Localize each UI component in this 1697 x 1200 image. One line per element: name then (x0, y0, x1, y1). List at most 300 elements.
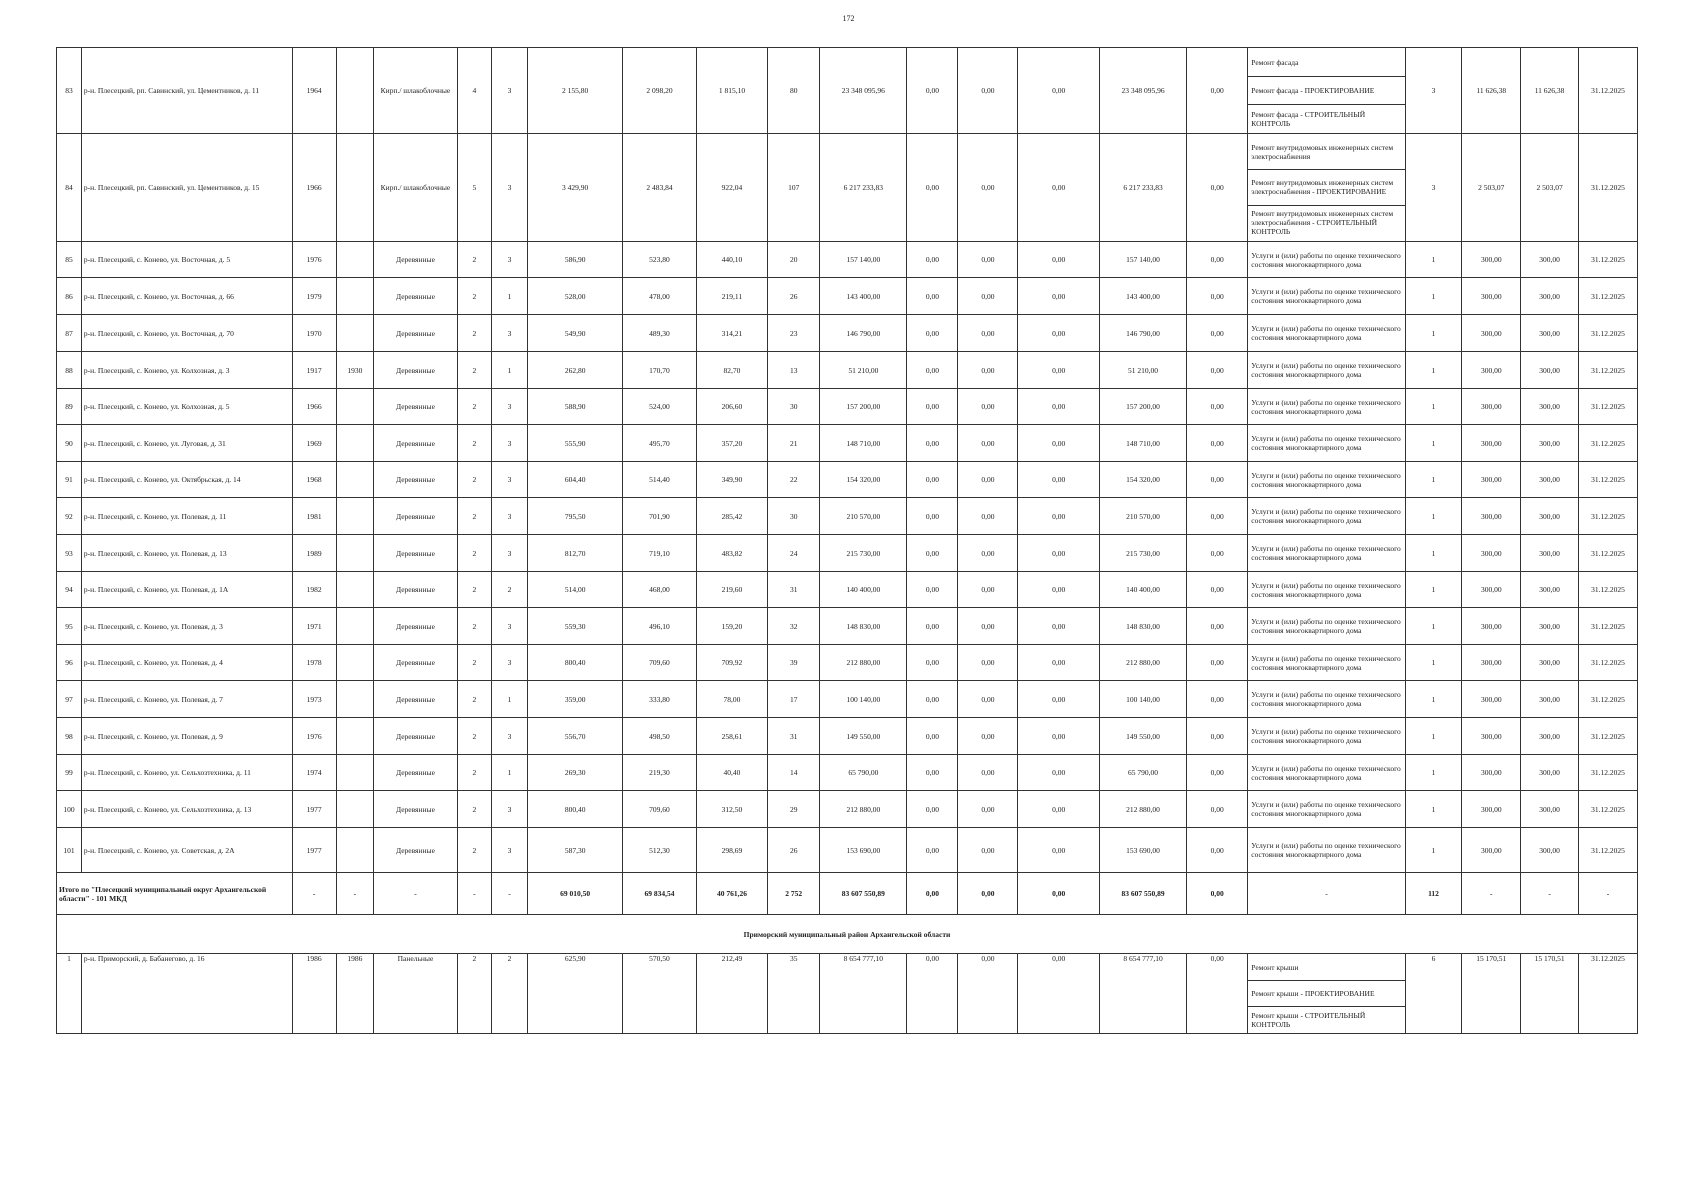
year-reconstruction (336, 134, 373, 242)
fund-other: 0,00 (1187, 425, 1248, 462)
wall-material: Кирп./ шлакоблочные (374, 134, 458, 242)
fund-municipal: 0,00 (1018, 645, 1100, 681)
table-row (57, 828, 1638, 873)
work-types (1248, 462, 1405, 498)
deadline: 31.12.2025 (1578, 134, 1637, 242)
year-reconstruction (336, 278, 373, 315)
total-t: 83 607 550,89 (820, 873, 907, 915)
row-number: 84 (57, 134, 82, 242)
residents: 21 (768, 425, 820, 462)
fund-owners: 215 730,00 (1099, 535, 1186, 572)
year-reconstruction (336, 718, 373, 755)
row-number: 88 (57, 352, 82, 389)
year-reconstruction (336, 608, 373, 645)
row-number: 98 (57, 718, 82, 755)
fund-regional: 0,00 (958, 645, 1018, 681)
fund-regional: 0,00 (958, 242, 1018, 278)
area-total: 549,90 (528, 315, 623, 352)
fund-regional: 0,00 (958, 352, 1018, 389)
fund-municipal: 0,00 (1018, 315, 1100, 352)
cost-per-sqm: 300,00 (1462, 572, 1521, 608)
fund-federal: 0,00 (907, 352, 958, 389)
fund-regional: 0,00 (958, 278, 1018, 315)
work-count: 3 (1405, 48, 1462, 134)
table-row (57, 48, 1638, 134)
work-count: 1 (1405, 718, 1462, 755)
fund-owners: 6 217 233,83 (1099, 134, 1186, 242)
fund-federal: 0,00 (907, 389, 958, 425)
year-built: 1969 (292, 425, 336, 462)
address: р-н. Плесецкий, с. Конево, ул. Полевая, д. 4 (81, 645, 292, 681)
cost-per-sqm: 300,00 (1462, 352, 1521, 389)
fund-municipal: 0,00 (1018, 242, 1100, 278)
entrances: 3 (491, 828, 527, 873)
area-owned: 258,61 (696, 718, 767, 755)
year-reconstruction (336, 755, 373, 791)
row-number: 85 (57, 242, 82, 278)
wall-material: Деревянные (374, 608, 458, 645)
table-row (57, 425, 1638, 462)
fund-owners: 149 550,00 (1099, 718, 1186, 755)
cost-per-sqm: 300,00 (1462, 681, 1521, 718)
entrances: 1 (491, 755, 527, 791)
area-living: 512,30 (623, 828, 697, 873)
fund-regional: 0,00 (958, 608, 1018, 645)
area-living: 333,80 (623, 681, 697, 718)
residents: 14 (768, 755, 820, 791)
area-total: 587,30 (528, 828, 623, 873)
fund-federal: 0,00 (907, 315, 958, 352)
fund-municipal: 0,00 (1018, 791, 1100, 828)
year-built: 1977 (292, 791, 336, 828)
fund-owners: 143 400,00 (1099, 278, 1186, 315)
fund-municipal: 0,00 (1018, 389, 1100, 425)
fund-municipal: 0,00 (1018, 535, 1100, 572)
area-total: 625,90 (528, 954, 623, 1034)
fund-regional: 0,00 (958, 828, 1018, 873)
fund-regional: 0,00 (958, 134, 1018, 242)
table-row (57, 352, 1638, 389)
fund-federal: 0,00 (907, 681, 958, 718)
cost-limit-per-sqm: 15 170,51 (1521, 954, 1579, 1034)
area-owned: 298,69 (696, 828, 767, 873)
year-reconstruction (336, 645, 373, 681)
fund-other: 0,00 (1187, 954, 1248, 1034)
area-living: 498,50 (623, 718, 697, 755)
cost-per-sqm: 300,00 (1462, 315, 1521, 352)
cost-limit-per-sqm: 300,00 (1521, 315, 1579, 352)
row-number: 94 (57, 572, 82, 608)
address: р-н. Плесецкий, с. Конево, ул. Полевая, д. 9 (81, 718, 292, 755)
area-living: 701,90 (623, 498, 697, 535)
wall-material: Кирп./ шлакоблочные (374, 48, 458, 134)
cost-total: 149 550,00 (820, 718, 907, 755)
fund-owners: 100 140,00 (1099, 681, 1186, 718)
entrances: 3 (491, 498, 527, 535)
year-built: 1978 (292, 645, 336, 681)
cost-total: 212 880,00 (820, 791, 907, 828)
table-row (57, 755, 1638, 791)
fund-other: 0,00 (1187, 462, 1248, 498)
year-built: 1973 (292, 681, 336, 718)
year-reconstruction (336, 425, 373, 462)
cost-per-sqm: 11 626,38 (1462, 48, 1521, 134)
fund-municipal: 0,00 (1018, 134, 1100, 242)
wall-material: Деревянные (374, 755, 458, 791)
fund-owners: 212 880,00 (1099, 645, 1186, 681)
work-count: 1 (1405, 425, 1462, 462)
deadline: 31.12.2025 (1578, 425, 1637, 462)
residents: 80 (768, 48, 820, 134)
wall-material: Деревянные (374, 572, 458, 608)
floors: 2 (457, 755, 491, 791)
year-reconstruction (336, 572, 373, 608)
area-total: 586,90 (528, 242, 623, 278)
work-type-line: Услуги и (или) работы по оценке технического состояния многоквартирного дома (1251, 800, 1401, 818)
wall-material: Деревянные (374, 645, 458, 681)
area-owned: 219,60 (696, 572, 767, 608)
cost-limit-per-sqm: 300,00 (1521, 755, 1579, 791)
total-dash: - (1248, 873, 1405, 915)
year-built: 1970 (292, 315, 336, 352)
residents: 22 (768, 462, 820, 498)
row-number: 83 (57, 48, 82, 134)
cost-limit-per-sqm: 300,00 (1521, 242, 1579, 278)
cost-total: 146 790,00 (820, 315, 907, 352)
work-type-line: Услуги и (или) работы по оценке технического состояния многоквартирного дома (1251, 727, 1401, 745)
deadline: 31.12.2025 (1578, 608, 1637, 645)
cost-limit-per-sqm: 300,00 (1521, 352, 1579, 389)
address: р-н. Плесецкий, рп. Савинский, ул. Цементников, д. 11 (81, 48, 292, 134)
cost-limit-per-sqm: 300,00 (1521, 572, 1579, 608)
fund-regional: 0,00 (958, 535, 1018, 572)
work-count: 1 (1405, 645, 1462, 681)
area-living: 489,30 (623, 315, 697, 352)
area-total: 514,00 (528, 572, 623, 608)
fund-regional: 0,00 (958, 755, 1018, 791)
floors: 2 (457, 608, 491, 645)
cost-total: 154 320,00 (820, 462, 907, 498)
row-number: 96 (57, 645, 82, 681)
work-types (1248, 755, 1405, 791)
fund-federal: 0,00 (907, 718, 958, 755)
floors: 2 (457, 681, 491, 718)
year-built: 1979 (292, 278, 336, 315)
work-count: 1 (1405, 352, 1462, 389)
total-dash: - (1578, 873, 1637, 915)
work-type-line: Ремонт крыши (1248, 955, 1404, 981)
residents: 30 (768, 389, 820, 425)
fund-municipal: 0,00 (1018, 48, 1100, 134)
address: р-н. Плесецкий, с. Конево, ул. Сельхозтехника, д. 11 (81, 755, 292, 791)
work-type-line: Ремонт крыши - ПРОЕКТИРОВАНИЕ (1248, 981, 1404, 1007)
work-count: 1 (1405, 315, 1462, 352)
area-living: 719,10 (623, 535, 697, 572)
fund-owners: 8 654 777,10 (1099, 954, 1186, 1034)
entrances: 1 (491, 278, 527, 315)
cost-limit-per-sqm: 300,00 (1521, 425, 1579, 462)
wall-material: Панельные (374, 954, 458, 1034)
total-a1: 69 010,50 (528, 873, 623, 915)
year-built: 1977 (292, 828, 336, 873)
floors: 2 (457, 791, 491, 828)
fund-federal: 0,00 (907, 134, 958, 242)
residents: 32 (768, 608, 820, 645)
fund-federal: 0,00 (907, 535, 958, 572)
area-living: 495,70 (623, 425, 697, 462)
total-work-count: 112 (1405, 873, 1462, 915)
entrances: 3 (491, 48, 527, 134)
work-count: 1 (1405, 572, 1462, 608)
floors: 2 (457, 954, 491, 1034)
area-total: 795,50 (528, 498, 623, 535)
year-built: 1917 (292, 352, 336, 389)
area-owned: 78,00 (696, 681, 767, 718)
residents: 24 (768, 535, 820, 572)
area-owned: 212,49 (696, 954, 767, 1034)
cost-limit-per-sqm: 300,00 (1521, 681, 1579, 718)
fund-municipal: 0,00 (1018, 755, 1100, 791)
fund-other: 0,00 (1187, 718, 1248, 755)
cost-total: 153 690,00 (820, 828, 907, 873)
cost-limit-per-sqm: 300,00 (1521, 645, 1579, 681)
floors: 2 (457, 462, 491, 498)
table-row (57, 498, 1638, 535)
work-type-line: Услуги и (или) работы по оценке технического состояния многоквартирного дома (1251, 690, 1401, 708)
cost-limit-per-sqm: 300,00 (1521, 389, 1579, 425)
fund-federal: 0,00 (907, 828, 958, 873)
area-total: 555,90 (528, 425, 623, 462)
work-type-line: Услуги и (или) работы по оценке технического состояния многоквартирного дома (1251, 434, 1401, 452)
fund-other: 0,00 (1187, 791, 1248, 828)
fund-regional: 0,00 (958, 718, 1018, 755)
work-count: 1 (1405, 828, 1462, 873)
cost-per-sqm: 300,00 (1462, 718, 1521, 755)
fund-owners: 212 880,00 (1099, 791, 1186, 828)
cost-per-sqm: 300,00 (1462, 498, 1521, 535)
cost-total: 51 210,00 (820, 352, 907, 389)
residents: 26 (768, 278, 820, 315)
section-header-row (57, 915, 1638, 954)
area-owned: 312,50 (696, 791, 767, 828)
fund-regional: 0,00 (958, 498, 1018, 535)
fund-federal: 0,00 (907, 425, 958, 462)
work-count: 1 (1405, 498, 1462, 535)
work-count: 6 (1405, 954, 1462, 1034)
work-types (1248, 828, 1405, 873)
entrances: 2 (491, 954, 527, 1034)
area-owned: 314,21 (696, 315, 767, 352)
year-reconstruction (336, 535, 373, 572)
work-count: 1 (1405, 278, 1462, 315)
entrances: 3 (491, 462, 527, 498)
total-dash: - (491, 873, 527, 915)
work-type-line: Услуги и (или) работы по оценке технического состояния многоквартирного дома (1251, 361, 1401, 379)
row-number: 86 (57, 278, 82, 315)
cost-limit-per-sqm: 300,00 (1521, 791, 1579, 828)
deadline: 31.12.2025 (1578, 535, 1637, 572)
wall-material: Деревянные (374, 791, 458, 828)
fund-federal: 0,00 (907, 791, 958, 828)
deadline: 31.12.2025 (1578, 718, 1637, 755)
fund-other: 0,00 (1187, 48, 1248, 134)
total-dash: - (1521, 873, 1579, 915)
cost-per-sqm: 15 170,51 (1462, 954, 1521, 1034)
fund-municipal: 0,00 (1018, 278, 1100, 315)
year-reconstruction (336, 315, 373, 352)
work-type-line: Ремонт внутридомовых инженерных систем электроснабжения (1248, 135, 1404, 170)
total-f1: 0,00 (907, 873, 958, 915)
residents: 29 (768, 791, 820, 828)
cost-total: 148 710,00 (820, 425, 907, 462)
cost-total: 8 654 777,10 (820, 954, 907, 1034)
fund-municipal: 0,00 (1018, 462, 1100, 498)
address: р-н. Плесецкий, с. Конево, ул. Колхозная, д. 3 (81, 352, 292, 389)
address: р-н. Плесецкий, с. Конево, ул. Октябрьская, д. 14 (81, 462, 292, 498)
area-living: 514,40 (623, 462, 697, 498)
row-number: 95 (57, 608, 82, 645)
entrances: 2 (491, 572, 527, 608)
address: р-н. Плесецкий, с. Конево, ул. Полевая, д. 13 (81, 535, 292, 572)
row-number: 93 (57, 535, 82, 572)
table-row (57, 681, 1638, 718)
residents: 26 (768, 828, 820, 873)
floors: 2 (457, 352, 491, 389)
cost-total: 23 348 095,96 (820, 48, 907, 134)
fund-owners: 51 210,00 (1099, 352, 1186, 389)
area-total: 604,40 (528, 462, 623, 498)
address: р-н. Плесецкий, с. Конево, ул. Советская, д. 2А (81, 828, 292, 873)
area-total: 800,40 (528, 645, 623, 681)
fund-owners: 154 320,00 (1099, 462, 1186, 498)
residents: 107 (768, 134, 820, 242)
address: р-н. Плесецкий, с. Конево, ул. Восточная, д. 5 (81, 242, 292, 278)
cost-per-sqm: 300,00 (1462, 755, 1521, 791)
area-owned: 357,20 (696, 425, 767, 462)
fund-municipal: 0,00 (1018, 498, 1100, 535)
entrances: 3 (491, 389, 527, 425)
year-built: 1964 (292, 48, 336, 134)
wall-material: Деревянные (374, 278, 458, 315)
fund-federal: 0,00 (907, 242, 958, 278)
cost-total: 215 730,00 (820, 535, 907, 572)
fund-regional: 0,00 (958, 425, 1018, 462)
fund-owners: 157 140,00 (1099, 242, 1186, 278)
year-built: 1982 (292, 572, 336, 608)
work-count: 1 (1405, 755, 1462, 791)
area-living: 170,70 (623, 352, 697, 389)
address: р-н. Плесецкий, с. Конево, ул. Восточная, д. 66 (81, 278, 292, 315)
cost-per-sqm: 300,00 (1462, 425, 1521, 462)
floors: 5 (457, 134, 491, 242)
work-type-line: Ремонт фасада - СТРОИТЕЛЬНЫЙ КОНТРОЛЬ (1251, 109, 1366, 128)
row-number: 97 (57, 681, 82, 718)
table-row (57, 791, 1638, 828)
table-row (57, 242, 1638, 278)
deadline: 31.12.2025 (1578, 352, 1637, 389)
cost-total: 6 217 233,83 (820, 134, 907, 242)
total-dash: - (336, 873, 373, 915)
cost-total: 212 880,00 (820, 645, 907, 681)
fund-municipal: 0,00 (1018, 352, 1100, 389)
deadline: 31.12.2025 (1578, 681, 1637, 718)
cost-limit-per-sqm: 300,00 (1521, 278, 1579, 315)
row-number: 89 (57, 389, 82, 425)
cost-total: 210 570,00 (820, 498, 907, 535)
work-type-line: Услуги и (или) работы по оценке технического состояния многоквартирного дома (1251, 841, 1401, 859)
fund-regional: 0,00 (958, 572, 1018, 608)
area-total: 556,70 (528, 718, 623, 755)
work-type-line: Ремонт внутридомовых инженерных систем электроснабжения - СТРОИТЕЛЬНЫЙ КОНТРОЛЬ (1251, 209, 1394, 237)
section-title: Приморский муниципальный район Архангельской области (57, 915, 1638, 954)
fund-owners: 140 400,00 (1099, 572, 1186, 608)
cost-limit-per-sqm: 300,00 (1521, 498, 1579, 535)
row-number: 99 (57, 755, 82, 791)
fund-other: 0,00 (1187, 315, 1248, 352)
fund-other: 0,00 (1187, 134, 1248, 242)
address: р-н. Плесецкий, с. Конево, ул. Восточная, д. 70 (81, 315, 292, 352)
fund-federal: 0,00 (907, 462, 958, 498)
year-reconstruction (336, 389, 373, 425)
area-living: 219,30 (623, 755, 697, 791)
deadline: 31.12.2025 (1578, 755, 1637, 791)
work-count: 1 (1405, 681, 1462, 718)
area-total: 269,30 (528, 755, 623, 791)
area-owned: 440,10 (696, 242, 767, 278)
deadline: 31.12.2025 (1578, 572, 1637, 608)
work-type-line: Услуги и (или) работы по оценке технического состояния многоквартирного дома (1251, 763, 1401, 782)
work-type-line: Услуги и (или) работы по оценке технического состояния многоквартирного дома (1251, 507, 1401, 525)
fund-federal: 0,00 (907, 608, 958, 645)
row-number: 91 (57, 462, 82, 498)
work-types (1248, 352, 1405, 389)
fund-owners: 148 830,00 (1099, 608, 1186, 645)
residents: 13 (768, 352, 820, 389)
cost-limit-per-sqm: 300,00 (1521, 608, 1579, 645)
area-owned: 159,20 (696, 608, 767, 645)
total-a2: 69 834,54 (623, 873, 697, 915)
fund-federal: 0,00 (907, 645, 958, 681)
wall-material: Деревянные (374, 535, 458, 572)
floors: 2 (457, 535, 491, 572)
floors: 2 (457, 572, 491, 608)
cost-total: 157 140,00 (820, 242, 907, 278)
fund-regional: 0,00 (958, 48, 1018, 134)
work-types (1248, 645, 1405, 681)
entrances: 3 (491, 645, 527, 681)
fund-other: 0,00 (1187, 278, 1248, 315)
area-owned: 483,82 (696, 535, 767, 572)
entrances: 3 (491, 315, 527, 352)
floors: 2 (457, 278, 491, 315)
area-living: 570,50 (623, 954, 697, 1034)
entrances: 3 (491, 608, 527, 645)
fund-federal: 0,00 (907, 755, 958, 791)
fund-other: 0,00 (1187, 389, 1248, 425)
residents: 20 (768, 242, 820, 278)
work-types (1248, 608, 1405, 645)
work-types (1248, 389, 1405, 425)
work-count: 1 (1405, 242, 1462, 278)
fund-other: 0,00 (1187, 242, 1248, 278)
fund-regional: 0,00 (958, 462, 1018, 498)
year-reconstruction (336, 462, 373, 498)
fund-other: 0,00 (1187, 535, 1248, 572)
year-built: 1974 (292, 755, 336, 791)
floors: 2 (457, 828, 491, 873)
entrances: 3 (491, 134, 527, 242)
fund-municipal: 0,00 (1018, 681, 1100, 718)
